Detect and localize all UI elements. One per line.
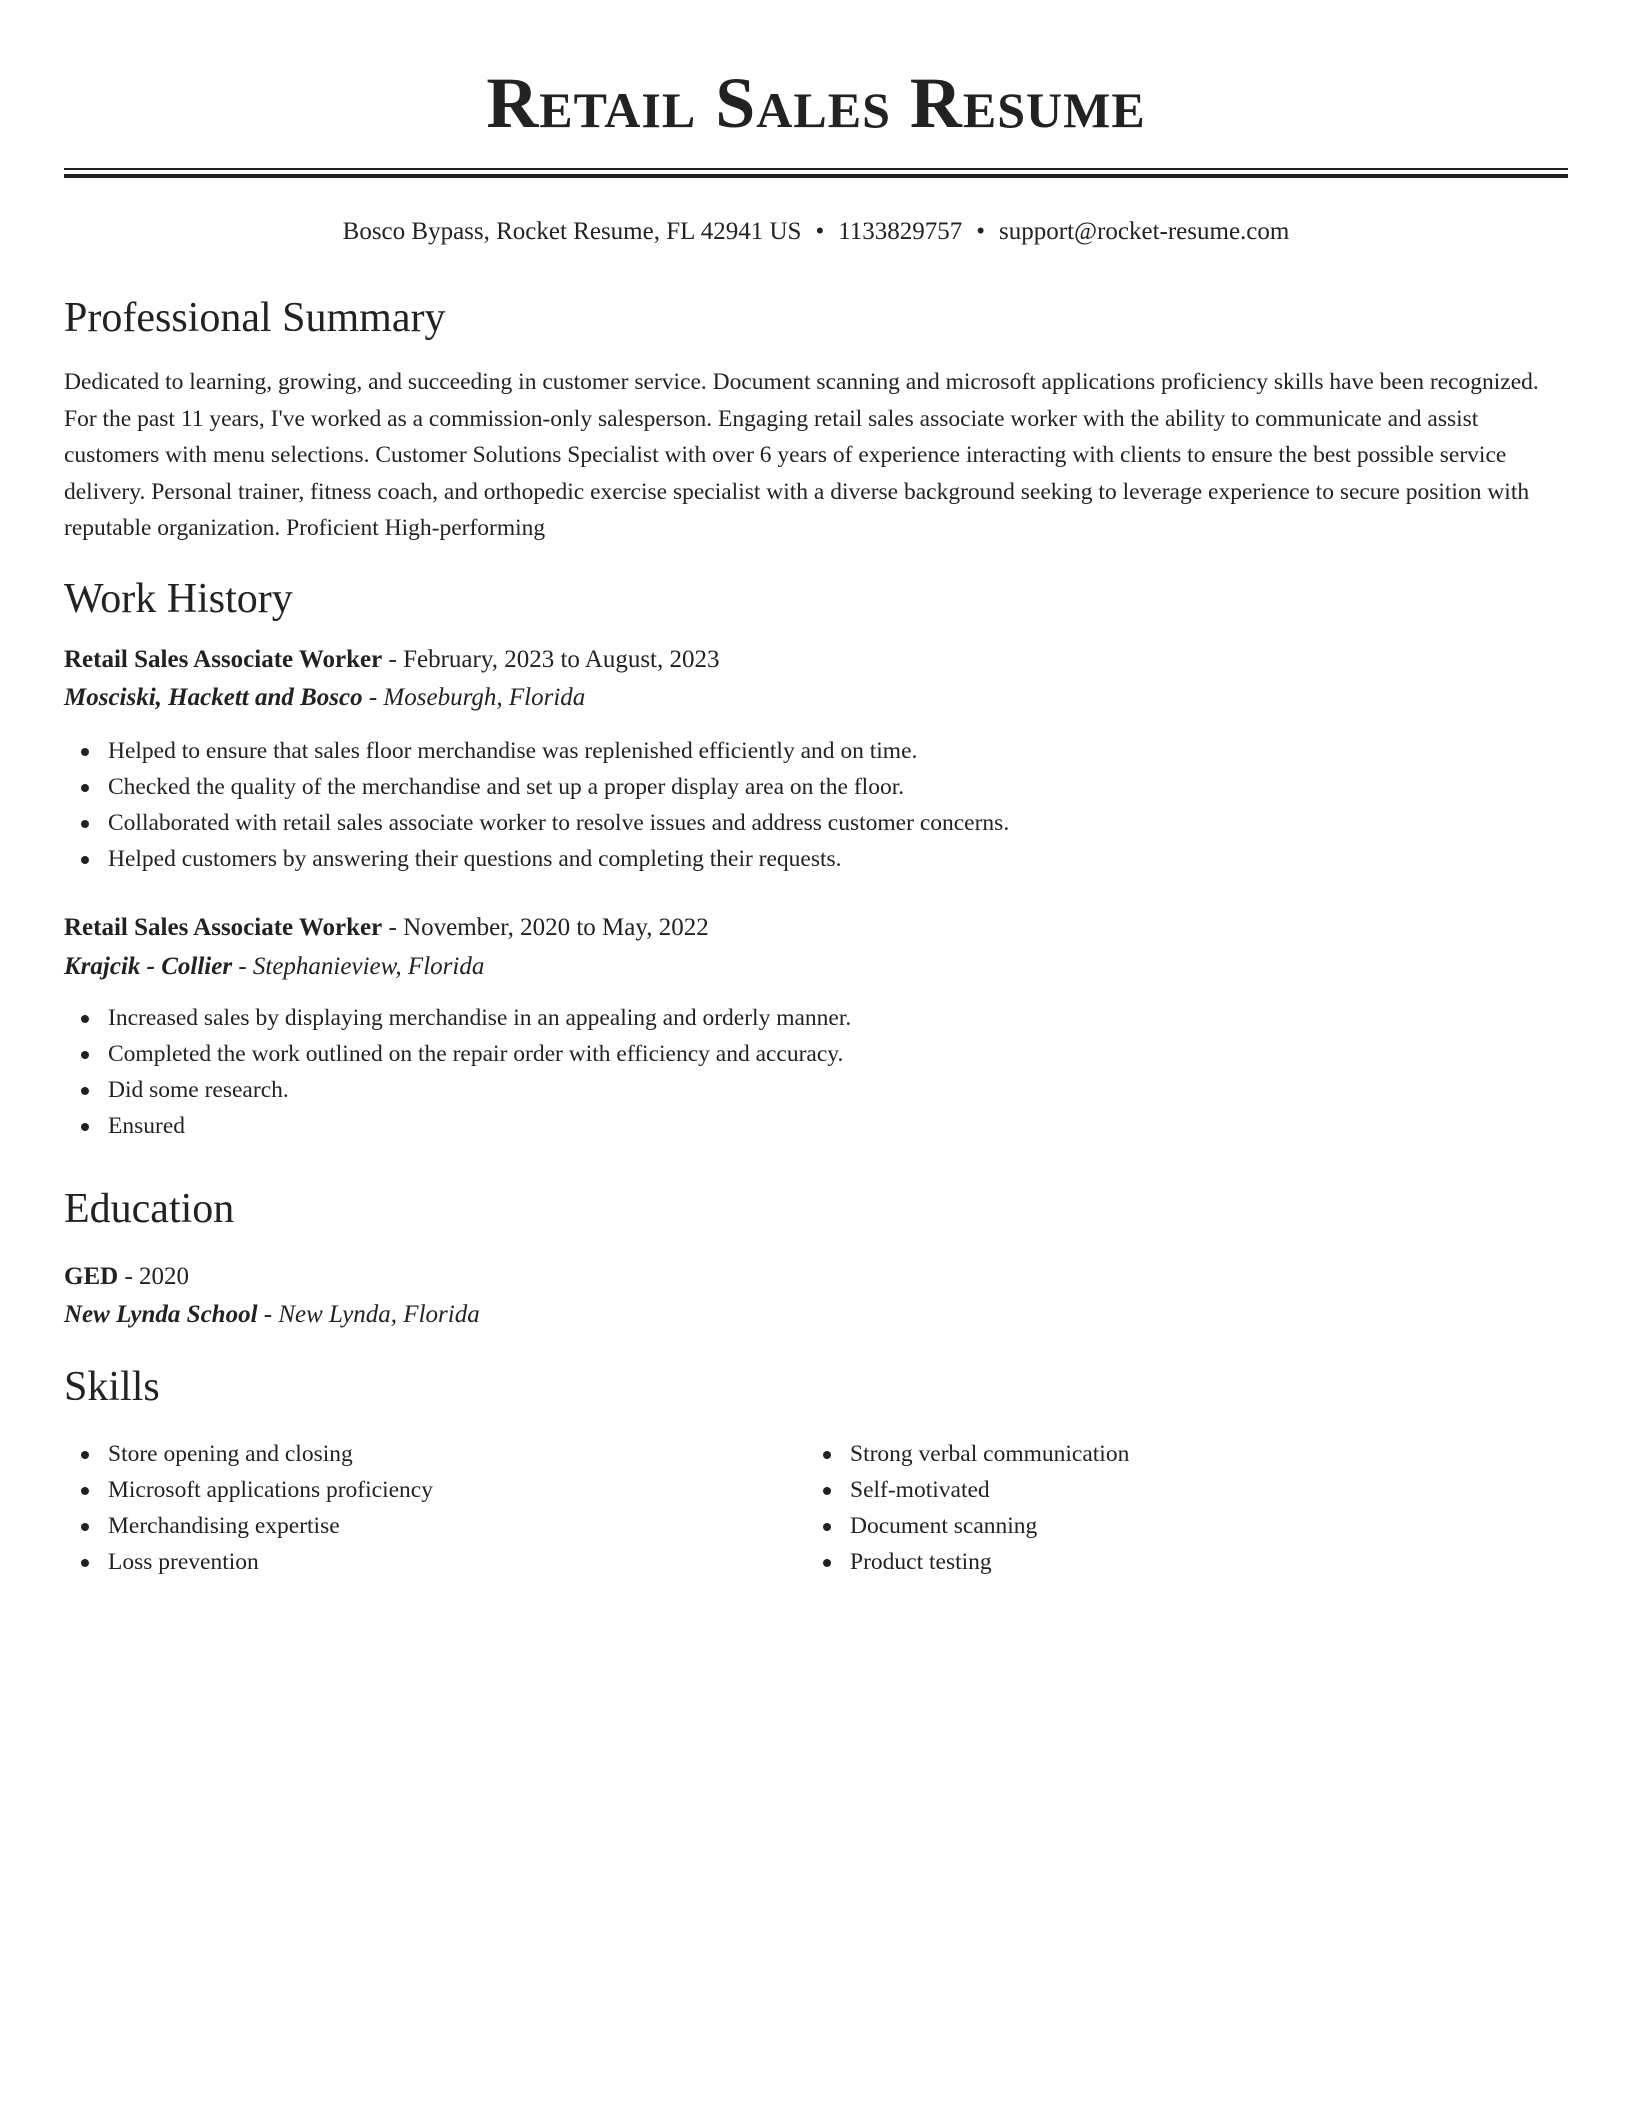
contact-separator: • <box>815 218 825 245</box>
job-1-duties <box>64 733 1009 877</box>
skills-heading: Skills <box>64 1364 160 1410</box>
bullet-icon <box>81 1559 89 1567</box>
job-company: Krajcik - Collier <box>64 953 233 980</box>
job-1-company-line <box>64 679 585 717</box>
job-1-title-line <box>64 641 720 679</box>
education-degree: GED <box>64 1263 119 1290</box>
title-divider-thick <box>64 174 1568 178</box>
bullet-icon <box>81 1015 89 1023</box>
summary-text: Dedicated to learning, growing, and succeeding in customer service. Document scanning and microsoft applications proficiency skills have been recognized. For the past 11 years, I've worked as a commission-only salesperson. Engaging retail sales associate worker with the ability to communicate and assist customers with menu selections. Customer Solutions Specialist with over 6 years of experience interacting with clients to ensure the best possible service delivery. Personal trainer, fitness coach, and orthopedic exercise specialist with a diverse background seeking to leverage experience to secure position with reputable organization. Proficient High-performing <box>64 369 1539 542</box>
contact-info <box>64 214 1568 250</box>
skills-list-left <box>64 1436 433 1580</box>
bullet-icon <box>81 820 89 828</box>
bullet-icon <box>81 1087 89 1095</box>
job-location: - Stephanieview, Florida <box>232 953 485 980</box>
bullet-icon <box>823 1487 831 1495</box>
list-item: Product testing <box>806 1544 1129 1580</box>
job-title: Retail Sales Associate Worker <box>64 646 383 673</box>
work-history-heading: Work History <box>64 576 293 622</box>
job-company: Mosciski, Hackett and Bosco <box>64 684 363 711</box>
contact-phone: 1133829757 <box>838 218 963 245</box>
education-heading: Education <box>64 1186 235 1232</box>
list-item: Helped customers by answering their questions and completing their requests. <box>64 841 1009 877</box>
bullet-icon <box>81 1123 89 1131</box>
list-item: Did some research. <box>64 1072 851 1108</box>
bullet-icon <box>81 1451 89 1459</box>
job-2-company-line <box>64 948 484 986</box>
job-2-duties <box>64 1000 851 1144</box>
list-item: Helped to ensure that sales floor merchandise was replenished efficiently and on time. <box>64 733 1009 769</box>
bullet-icon <box>81 1051 89 1059</box>
resume-title: Retail Sales Resume <box>486 63 1146 143</box>
job-title: Retail Sales Associate Worker <box>64 914 383 941</box>
job-dates: - February, 2023 to August, 2023 <box>382 646 720 673</box>
list-item: Microsoft applications proficiency <box>64 1472 433 1508</box>
list-item: Self-motivated <box>806 1472 1129 1508</box>
list-item: Checked the quality of the merchandise and set up a proper display area on the floor. <box>64 769 1009 805</box>
bullet-icon <box>81 1523 89 1531</box>
list-item: Merchandising expertise <box>64 1508 433 1544</box>
contact-separator: • <box>976 218 986 245</box>
list-item: Document scanning <box>806 1508 1129 1544</box>
education-school: New Lynda School <box>64 1301 258 1328</box>
list-item: Strong verbal communication <box>806 1436 1129 1472</box>
job-2-title-line <box>64 909 709 947</box>
list-item: Collaborated with retail sales associate worker to resolve issues and address customer concerns. <box>64 805 1009 841</box>
contact-email: support@rocket-resume.com <box>999 218 1290 245</box>
job-dates: - November, 2020 to May, 2022 <box>382 914 709 941</box>
education-degree-line <box>64 1258 189 1296</box>
bullet-icon <box>81 1487 89 1495</box>
list-item: Loss prevention <box>64 1544 433 1580</box>
bullet-icon <box>81 748 89 756</box>
list-item: Completed the work outlined on the repair order with efficiency and accuracy. <box>64 1036 851 1072</box>
bullet-icon <box>823 1451 831 1459</box>
bullet-icon <box>823 1559 831 1567</box>
bullet-icon <box>81 856 89 864</box>
summary-heading: Professional Summary <box>64 295 446 341</box>
list-item: Increased sales by displaying merchandise in an appealing and orderly manner. <box>64 1000 851 1036</box>
skills-list-right <box>806 1436 1129 1580</box>
title-divider-thin <box>64 168 1568 170</box>
list-item: Store opening and closing <box>64 1436 433 1472</box>
list-item: Ensured <box>64 1108 851 1144</box>
education-school-line <box>64 1296 480 1334</box>
bullet-icon <box>81 784 89 792</box>
contact-address: Bosco Bypass, Rocket Resume, FL 42941 US <box>342 218 802 245</box>
education-year: - 2020 <box>118 1263 190 1290</box>
education-location: - New Lynda, Florida <box>257 1301 480 1328</box>
bullet-icon <box>823 1523 831 1531</box>
job-location: - Moseburgh, Florida <box>362 684 586 711</box>
